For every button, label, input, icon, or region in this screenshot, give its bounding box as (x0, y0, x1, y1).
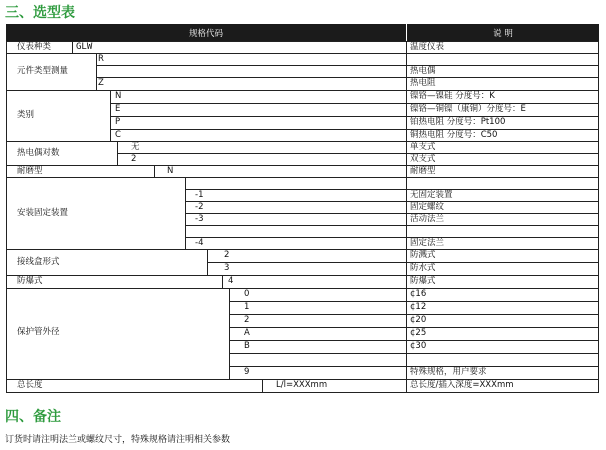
code-tube-b: B (244, 341, 250, 351)
desc-tube-20: ¢20 (410, 315, 427, 325)
code-category-e: E (115, 104, 121, 114)
code-category-c: C (115, 130, 121, 140)
desc-mounting-4: 固定法兰 (410, 238, 445, 248)
desc-category-e: 镍铬—铜镍（康铜）分度号：E (410, 104, 526, 114)
desc-element-r: 热电偶 (410, 66, 436, 76)
desc-tube-30: ¢30 (410, 341, 427, 351)
label-instrument-type: 仪表种类 (17, 42, 52, 52)
code-category-n: N (115, 91, 122, 101)
code-tube-1: 1 (244, 302, 250, 312)
code-tube-0: 0 (244, 289, 250, 299)
desc-mounting-2: 固定螺纹 (410, 202, 445, 212)
code-mounting-4: -4 (195, 238, 204, 248)
desc-category-n: 镍铬—镍硅 分度号：K (410, 91, 495, 101)
desc-mounting-3: 活动法兰 (410, 214, 445, 224)
code-length: L/l=XXXmm (276, 380, 328, 390)
desc-pairs-single: 单支式 (410, 142, 436, 152)
code-junction-3: 3 (224, 263, 230, 273)
label-element-type: 元件类型测量 (17, 66, 69, 76)
desc-category-c: 铜热电阻 分度号：C50 (410, 130, 498, 140)
code-tube-a: A (244, 328, 250, 338)
code-mounting-3: -3 (195, 214, 204, 224)
code-mounting-2: -2 (195, 202, 204, 212)
label-junction: 接线盒形式 (17, 257, 60, 267)
desc-junction-water: 防水式 (410, 263, 436, 273)
code-explosion: 4 (228, 276, 234, 286)
label-category: 类别 (17, 110, 35, 120)
remarks-note: 订货时请注明法兰或螺纹尺寸，特殊规格请注明相关参数 (5, 435, 231, 445)
label-length: 总长度 (17, 380, 43, 390)
code-element-z: Z (98, 78, 104, 88)
code-element-r: R (98, 54, 104, 64)
label-tube: 保护管外径 (17, 327, 60, 337)
section-3-title: 三、选型表 (5, 5, 75, 21)
desc-length: 总长度/插入深度=XXXmm (410, 380, 514, 390)
desc-tube-16: ¢16 (410, 289, 427, 299)
desc-element-z: 热电阻 (410, 78, 436, 88)
label-explosion: 防爆式 (17, 276, 43, 286)
desc-explosion: 防爆式 (410, 276, 436, 286)
code-pairs-none: 无 (131, 142, 140, 152)
section-4-title: 四、备注 (5, 409, 61, 425)
desc-junction-splash: 防溅式 (410, 250, 436, 260)
desc-wear: 耐磨型 (410, 166, 436, 176)
code-instrument-type: GLW (76, 42, 93, 52)
header-code: 规格代码 (6, 24, 406, 41)
desc-tube-25: ¢25 (410, 328, 427, 338)
desc-mounting-1: 无固定装置 (410, 190, 453, 200)
code-junction-2: 2 (224, 250, 230, 260)
code-mounting-1: -1 (195, 190, 204, 200)
code-tube-2: 2 (244, 315, 250, 325)
label-pairs: 热电偶对数 (17, 148, 60, 158)
code-tube-9: 9 (244, 367, 250, 377)
label-wear: 耐磨型 (17, 166, 43, 176)
code-wear: N (167, 166, 174, 176)
desc-tube-special: 特殊规格，用户要求 (410, 367, 487, 377)
code-category-p: P (115, 117, 121, 127)
header-desc: 说 明 (407, 24, 599, 41)
desc-pairs-double: 双支式 (410, 154, 436, 164)
code-pairs-2: 2 (131, 154, 137, 164)
desc-tube-12: ¢12 (410, 302, 427, 312)
desc-instrument-type: 温度仪表 (410, 42, 445, 52)
desc-category-p: 铂热电阻 分度号：Pt100 (410, 117, 506, 127)
label-mounting: 安装固定装置 (17, 208, 69, 218)
